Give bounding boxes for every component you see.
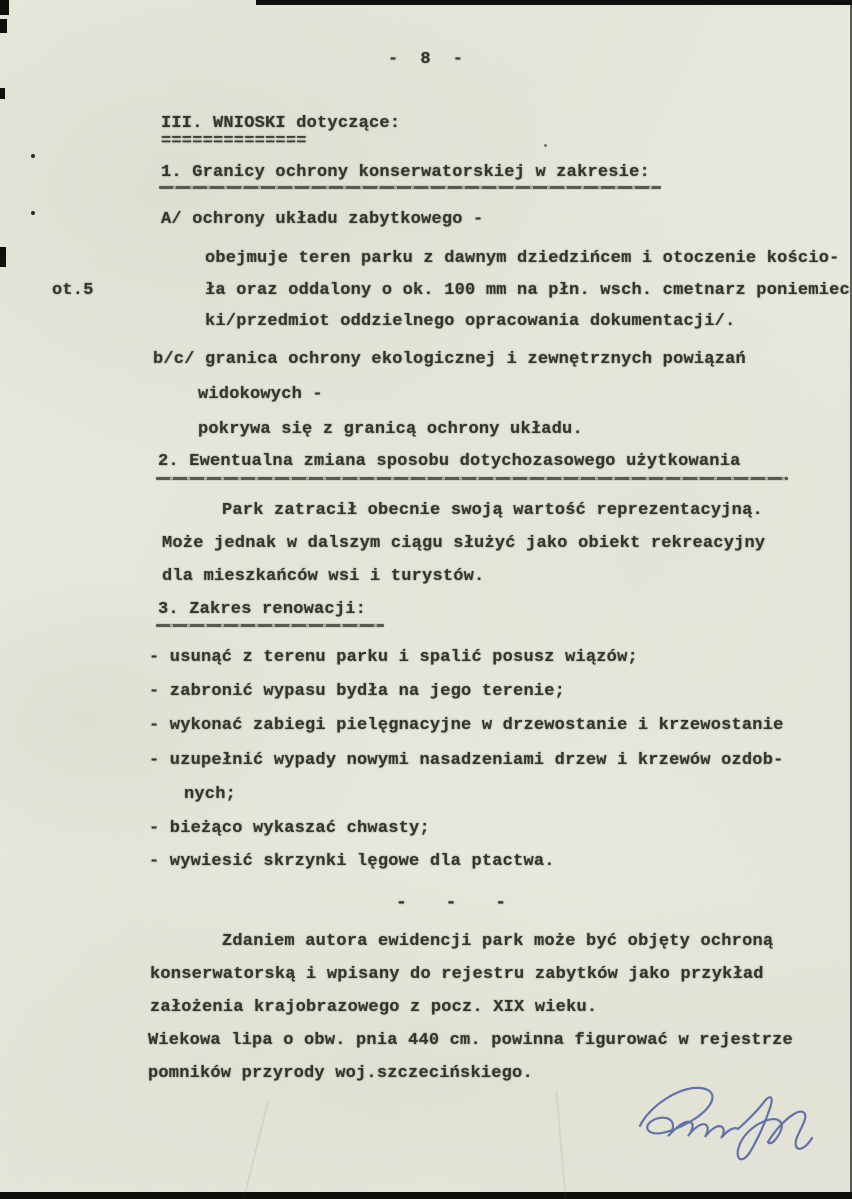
document-heading: III. WNIOSKI dotyczące: xyxy=(161,114,401,133)
scan-edge-bottom xyxy=(0,1192,852,1199)
scan-edge-top xyxy=(256,0,852,5)
closing-line2: konserwatorską i wpisany do rejestru zabytków jako przykład xyxy=(150,965,764,984)
section2-paragraph-line1: Park zatracił obecnie swoją wartość reprezentacyjną. xyxy=(222,501,763,520)
page-number: - 8 - xyxy=(388,50,470,69)
section3-item-4: - uzupełnić wypady nowymi nasadzeniami drzew i krzewów ozdob- xyxy=(149,751,784,770)
ink-speck-2 xyxy=(31,211,35,215)
section1-item-bc-line3: pokrywa się z granicą ochrony układu. xyxy=(198,420,583,439)
section3-item-2: - zabronić wypasu bydła na jego terenie; xyxy=(149,682,566,701)
section3-item-5: - bieżąco wykaszać chwasty; xyxy=(149,819,430,838)
ink-speck-3 xyxy=(544,144,547,147)
section3-item-1: - usunąć z terenu parku i spalić posusz wiązów; xyxy=(149,648,638,667)
scan-mark-left-2 xyxy=(0,19,7,33)
closing-line1: Zdaniem autora ewidencji park może być objęty ochroną xyxy=(222,932,774,951)
section1-title: 1. Granicy ochrony konserwatorskiej w zakresie: xyxy=(161,163,650,182)
ink-speck-1 xyxy=(31,154,35,158)
section1-item-a-line3: ła oraz oddalony o ok. 100 mm na płn. wsch. cmetnarz poniemiec xyxy=(205,281,850,300)
handwritten-signature xyxy=(618,1080,830,1172)
closing-line4: Wiekowa lipa o obw. pnia 440 cm. powinna figurować w rejestrze xyxy=(148,1031,793,1050)
closing-line3: założenia krajobrazowego z pocz. XIX wieku. xyxy=(150,998,598,1017)
heading-underline-row: ============== xyxy=(161,132,307,151)
scan-mark-left-1 xyxy=(0,0,9,15)
margin-note: ot.5 xyxy=(52,281,94,300)
section1-item-bc-line2: widokowych - xyxy=(198,385,323,404)
section3-title: 3. Zakres renowacji: xyxy=(158,600,367,619)
section3-title-rule xyxy=(156,624,384,627)
closing-line5: pomników przyrody woj.szczecińskiego. xyxy=(148,1064,533,1083)
paper-crease-2 xyxy=(555,1090,566,1199)
section1-item-a-line1: A/ ochrony układu zabytkowego - xyxy=(161,210,484,229)
section1-item-a-line4: ki/przedmiot oddzielnego opracowania dokumentacji/. xyxy=(205,312,736,331)
section2-title-rule xyxy=(156,477,788,480)
section1-item-bc-line1: b/c/ granica ochrony ekologicznej i zewnętrznych powiązań xyxy=(153,350,746,369)
section1-item-a-line2: obejmuje teren parku z dawnym dziedzińcem i otoczenie kościo- xyxy=(205,249,840,268)
paper-crease-1 xyxy=(243,1101,269,1198)
section1-title-rule xyxy=(159,186,661,189)
scan-mark-left-3 xyxy=(0,88,5,99)
section3-item-3: - wykonać zabiegi pielęgnacyjne w drzewostanie i krzewostanie xyxy=(149,716,784,735)
section3-item-4-cont: nych; xyxy=(184,785,237,804)
scan-mark-left-4 xyxy=(0,247,6,267)
section2-paragraph-line2: Może jednak w dalszym ciągu służyć jako obiekt rekreacyjny xyxy=(162,534,766,553)
section2-title: 2. Ewentualna zmiana sposobu dotychozasowego użytkowania xyxy=(158,452,741,471)
section2-paragraph-line3: dla mieszkańców wsi i turystów. xyxy=(162,567,485,586)
section3-item-6: - wywiesić skrzynki lęgowe dla ptactwa. xyxy=(149,852,555,871)
section-separator: - - - xyxy=(396,893,521,913)
